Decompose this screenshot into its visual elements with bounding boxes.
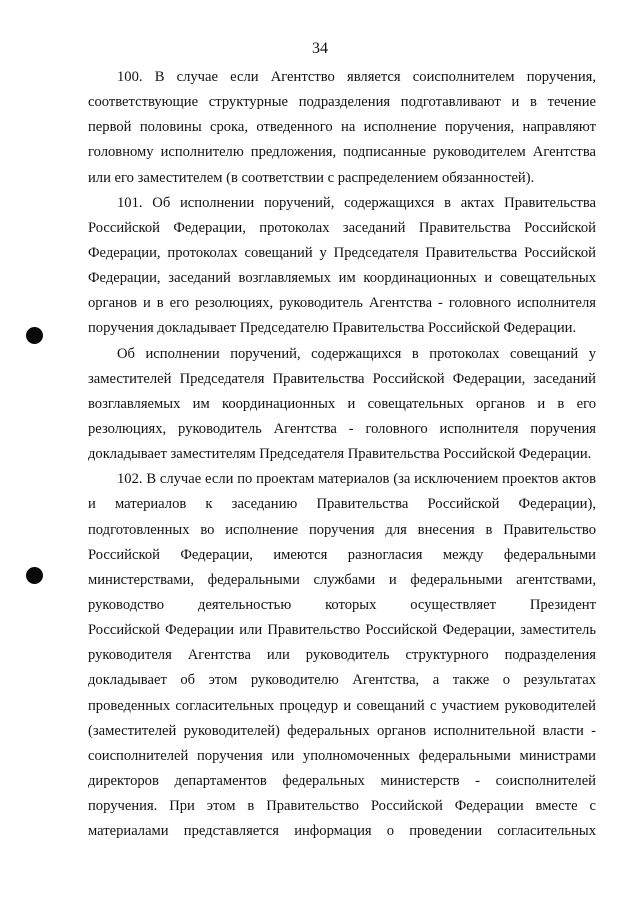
- text-line: Об исполнении поручений, содержащихся в протоколах совещаний у: [117, 345, 596, 362]
- text-line: заместителей Председателя Правительства Российской Федерации, заседаний: [88, 370, 596, 387]
- text-line: соисполнителей поручения или уполномоченных федеральными министрами: [88, 747, 596, 764]
- text-line: материалами представляется информация о проведении согласительных: [88, 823, 596, 840]
- text-line: головному исполнителю предложения, подписанные руководителем Агентства: [88, 144, 596, 161]
- text-line: или его заместителем (в соответствии с распределением обязанностей).: [88, 169, 535, 186]
- text-line: докладывает заместителям Председателя Правительства Российской Федерации.: [88, 446, 592, 463]
- page-number: 34: [312, 40, 328, 57]
- text-line: поручения. При этом в Правительство Российской Федерации вместе с: [88, 798, 596, 815]
- text-line: 100. В случае если Агентство является соисполнителем поручения,: [117, 69, 596, 85]
- text-line: министерствами, федеральными службами и федеральными агентствами,: [88, 571, 596, 588]
- text-line: руководство деятельностью которых осуществляет Президент: [88, 596, 596, 613]
- text-line: Российской Федерации или Правительство Российской Федерации, заместитель: [88, 622, 596, 639]
- paragraph-101: [88, 191, 596, 342]
- text-line: поручения докладывает Председателю Правительства Российской Федерации.: [88, 320, 577, 337]
- text-line: Российской Федерации, протоколах заседаний Правительства Российской: [88, 219, 596, 236]
- text-line: первой половины срока, отведенного на исполнение поручения, направляют: [88, 119, 596, 136]
- text-line: Федерации, заседаний возглавляемых им координационных и совещательных: [88, 270, 596, 287]
- text-line: (заместителей руководителей) федеральных органов исполнительной власти -: [88, 722, 596, 739]
- paragraph-100: [88, 65, 596, 191]
- document-body: [88, 65, 596, 844]
- text-line: 101. Об исполнении поручений, содержащихся в актах Правительства: [117, 194, 596, 211]
- text-line: докладывает об этом руководителю Агентства, а также о результатах: [88, 672, 596, 689]
- text-line: резолюциях, руководитель Агентства - головного исполнителя поручения: [88, 420, 596, 437]
- text-line: возглавляемых им координационных и совещательных органов и в его: [88, 395, 596, 412]
- punch-hole-upper: [26, 327, 43, 344]
- text-line: руководителя Агентства или руководитель структурного подразделения: [88, 647, 596, 664]
- text-line: проведенных согласительных процедур и совещаний с участием руководителей: [88, 697, 596, 714]
- text-line: органов и в его резолюциях, руководитель Агентства - головного исполнителя: [88, 295, 596, 312]
- text-line: соответствующие структурные подразделения подготавливают и в течение: [88, 94, 596, 111]
- paragraph-102: [88, 467, 596, 844]
- text-line: директоров департаментов федеральных министерств - соисполнителей: [88, 772, 596, 789]
- text-line: и материалов к заседанию Правительства Российской Федерации),: [88, 496, 596, 513]
- paragraph-101-continued: [88, 342, 596, 468]
- text-line: Российской Федерации, имеются разногласия между федеральными: [88, 546, 596, 563]
- text-line: Федерации, протоколах совещаний у Председателя Правительства Российской: [88, 244, 596, 261]
- punch-hole-lower: [26, 567, 43, 584]
- text-line: 102. В случае если по проектам материалов (за исключением проектов актов: [117, 471, 596, 488]
- text-line: подготовленных во исполнение поручения для внесения в Правительство: [88, 521, 596, 538]
